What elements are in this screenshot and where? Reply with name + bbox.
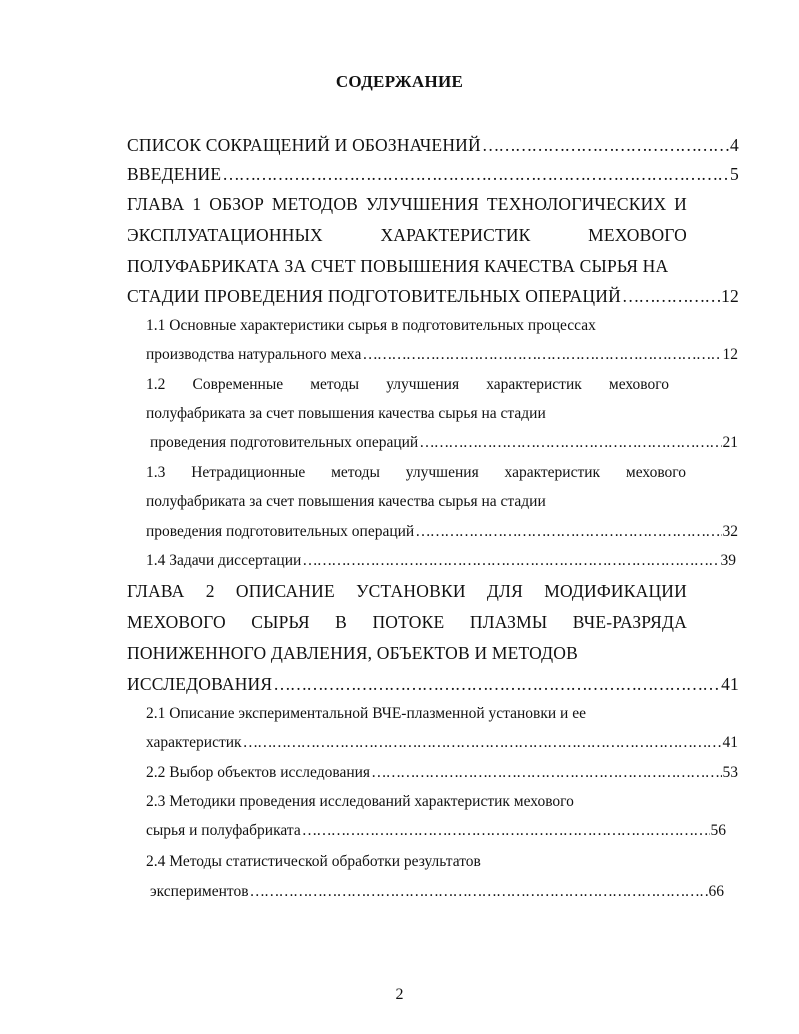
- toc-page-number: 53: [722, 764, 738, 781]
- toc-page-number: 41: [722, 734, 738, 751]
- toc-leader-dots: [362, 343, 721, 367]
- toc-page-number: 66: [708, 883, 724, 900]
- toc-entry-text: производства натурального меха: [146, 346, 362, 363]
- toc-section-2-1-line-2: [146, 731, 738, 755]
- toc-section-1-4: [146, 549, 736, 573]
- toc-section-2-3-line-1: 2.3 Методики проведения исследований характеристик мехового: [146, 793, 574, 810]
- toc-section-1-2-line-1: 1.2 Современные методы улучшения характеристик мехового: [146, 376, 669, 393]
- toc-leader-dots: [371, 761, 721, 785]
- toc-leader-dots: [302, 549, 719, 573]
- toc-leader-dots: [482, 133, 729, 157]
- toc-entry-text: СПИСОК СОКРАЩЕНИЙ И ОБОЗНАЧЕНИЙ: [127, 135, 481, 155]
- toc-leader-dots: [419, 431, 721, 455]
- toc-chapter-2-line-2: МЕХОВОГО СЫРЬЯ В ПОТОКЕ ПЛАЗМЫ ВЧЕ-РАЗРЯДА: [127, 612, 687, 632]
- toc-section-2-4-line-1: 2.4 Методы статистической обработки результатов: [146, 853, 481, 870]
- toc-section-1-3-line-3: [146, 520, 738, 544]
- toc-entry-text: проведения подготовительных операций: [146, 523, 415, 540]
- toc-entry-text: ВВЕДЕНИЕ: [127, 164, 222, 184]
- toc-page-number: 41: [721, 674, 739, 694]
- toc-entry-text: 1.4 Задачи диссертации: [146, 552, 302, 569]
- toc-entry-text: характеристик: [146, 734, 242, 751]
- toc-chapter-1-line-4: [127, 284, 739, 308]
- toc-page-number: 32: [722, 523, 738, 540]
- toc-section-1-2-line-3: [150, 431, 738, 455]
- toc-entry-text: экспериментов: [150, 883, 249, 900]
- toc-leader-dots: [250, 880, 708, 904]
- toc-page-number: 21: [722, 434, 738, 451]
- toc-entry-text: 2.2 Выбор объектов исследования: [146, 764, 371, 781]
- toc-section-2-1-line-1: 2.1 Описание экспериментальной ВЧЕ-плазменной установки и ее: [146, 705, 586, 722]
- toc-chapter-2-line-1: ГЛАВА 2 ОПИСАНИЕ УСТАНОВКИ ДЛЯ МОДИФИКАЦИИ: [127, 581, 687, 601]
- toc-leader-dots: [243, 731, 722, 755]
- toc-section-1-3-line-2: полуфабриката за счет повышения качества сырья на стадии: [146, 493, 546, 510]
- toc-entry-abbreviations: [127, 133, 739, 157]
- toc-section-1-1-line-1: 1.1 Основные характеристики сырья в подготовительных процессах: [146, 317, 596, 334]
- toc-entry-text: СТАДИИ ПРОВЕДЕНИЯ ПОДГОТОВИТЕЛЬНЫХ ОПЕРАЦИЙ: [127, 286, 621, 306]
- toc-section-1-1-line-2: [146, 343, 738, 367]
- toc-page-number: 39: [720, 552, 736, 569]
- toc-page-number: 4: [730, 135, 739, 155]
- toc-chapter-2-line-3: ПОНИЖЕННОГО ДАВЛЕНИЯ, ОБЪЕКТОВ И МЕТОДОВ: [127, 643, 578, 663]
- toc-section-1-3-line-1: 1.3 Нетрадиционные методы улучшения характеристик мехового: [146, 464, 686, 481]
- toc-section-2-2: [146, 761, 738, 785]
- toc-entry-text: ИССЛЕДОВАНИЯ: [127, 674, 273, 694]
- toc-leader-dots: [415, 520, 721, 544]
- toc-entry-text: сырья и полуфабриката: [146, 822, 301, 839]
- toc-chapter-2-line-4: [127, 672, 739, 696]
- toc-leader-dots: [302, 819, 710, 843]
- page-title: СОДЕРЖАНИЕ: [335, 72, 464, 91]
- toc-section-1-2-line-2: полуфабриката за счет повышения качества сырья на стадии: [146, 405, 546, 422]
- toc-leader-dots: [222, 162, 729, 186]
- toc-chapter-1-line-1: ГЛАВА 1 ОБЗОР МЕТОДОВ УЛУЧШЕНИЯ ТЕХНОЛОГИЧЕСКИХ И: [127, 194, 687, 214]
- toc-page-number: 5: [730, 164, 739, 184]
- toc-page-number: 56: [710, 822, 726, 839]
- toc-chapter-1-line-3: ПОЛУФАБРИКАТА ЗА СЧЕТ ПОВЫШЕНИЯ КАЧЕСТВА СЫРЬЯ НА: [127, 256, 669, 276]
- toc-chapter-1-line-2: ЭКСПЛУАТАЦИОННЫХ ХАРАКТЕРИСТИК МЕХОВОГО: [127, 225, 687, 245]
- toc-section-2-4-line-2: [150, 880, 724, 904]
- toc-page-number: 12: [721, 286, 739, 306]
- toc-entry-text: проведения подготовительных операций: [150, 434, 419, 451]
- toc-leader-dots: [273, 672, 720, 696]
- page-number: 2: [395, 986, 404, 1003]
- toc-page-number: 12: [722, 346, 738, 363]
- toc-section-2-3-line-2: [146, 819, 726, 843]
- toc-entry-introduction: [127, 162, 739, 186]
- toc-leader-dots: [622, 284, 720, 308]
